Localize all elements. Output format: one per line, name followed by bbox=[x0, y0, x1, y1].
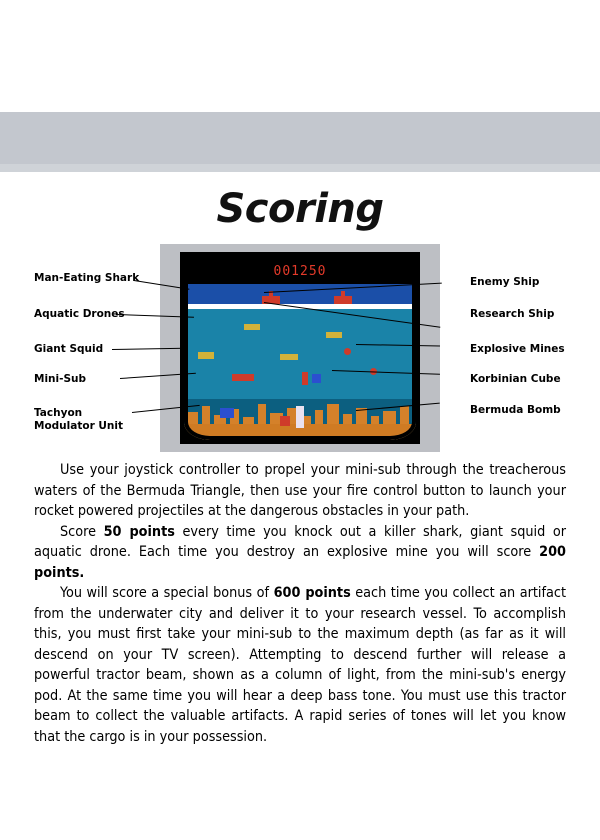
callout-aquatic-drones bbox=[34, 308, 125, 321]
sprite-tractor-beam bbox=[296, 406, 304, 428]
paragraph-1: Use your joystick controller to propel your mini-sub through the treacherous waters of the Bermuda Triangle, then use your fire control button to launch your rocket powered projectiles at the dangerous obstacles in your path. bbox=[34, 462, 566, 519]
callout-explosive-mines bbox=[470, 343, 565, 356]
callout-label: Research Ship bbox=[470, 308, 555, 320]
sprite-tachyon-modulator-unit bbox=[220, 408, 234, 418]
scan-band bbox=[0, 112, 600, 164]
page-title: Scoring bbox=[216, 186, 384, 232]
sprite-research-ship-mast bbox=[341, 291, 345, 296]
sprite-mini-sub bbox=[232, 374, 254, 381]
callout-label: Aquatic Drones bbox=[34, 308, 125, 320]
paragraph-2: Score 50 points every time you knock out a killer shark, giant squid or aquatic drone. Each time you destroy an explosive mine you will score 200 points. bbox=[34, 523, 567, 581]
callout-bermuda-bomb bbox=[470, 404, 561, 417]
callout-label: Bermuda Bomb bbox=[470, 404, 561, 416]
callout-label: Enemy Ship bbox=[470, 276, 540, 288]
sprite-korbinian-cube bbox=[312, 374, 321, 383]
sprite-giant-squid bbox=[198, 352, 214, 359]
leader-line-squid bbox=[112, 348, 184, 350]
crt-display bbox=[184, 256, 416, 440]
sky-region bbox=[184, 284, 416, 304]
callout-research-ship bbox=[470, 308, 554, 321]
sprite-man-eating-shark bbox=[280, 354, 298, 360]
sprite-aquatic-drone-2 bbox=[326, 332, 342, 338]
callout-mini-sub bbox=[34, 373, 86, 386]
sprite-explosive-mine-1 bbox=[344, 348, 351, 355]
tv-screen bbox=[180, 252, 420, 444]
callout-giant-squid bbox=[34, 343, 103, 356]
callout-label: Korbinian Cube bbox=[470, 373, 561, 385]
sprite-bermuda-bomb bbox=[302, 372, 308, 385]
callout-label: Tachyon Modulator Unit bbox=[34, 407, 124, 433]
game-screenshot-figure bbox=[160, 244, 440, 452]
callout-tachyon-modulator-unit bbox=[34, 407, 146, 433]
callout-label: Giant Squid bbox=[34, 343, 104, 355]
callout-man-eating-shark bbox=[34, 272, 139, 285]
callout-enemy-ship bbox=[470, 276, 539, 289]
callout-label: Mini-Sub bbox=[34, 373, 87, 385]
callout-korbinian-cube bbox=[470, 373, 561, 386]
sprite-aquatic-drone-1 bbox=[244, 324, 260, 330]
body-copy bbox=[34, 460, 566, 747]
sprite-artifact bbox=[280, 416, 290, 426]
sprite-research-ship bbox=[334, 296, 352, 304]
water-region bbox=[184, 309, 416, 413]
score-readout: 001250 bbox=[273, 264, 327, 279]
scan-band-lower bbox=[0, 164, 600, 172]
paragraph-3: You will score a special bonus of 600 points each time you collect an artifact from the underwater city and deliver it to your research vessel. To accomplish this, you must first take your mini-sub to the maximum depth (as far as it will descend on your TV screen). Attempting to descend further will release a powerful tractor beam, shown as a column of light, from the mini-sub's energy pod. At the same time you will hear a deep bass tone. You must use this tractor beam to collect the valuable artifacts. A rapid series of tones will let you know that the cargo is in your possession. bbox=[34, 585, 566, 745]
callout-label: Man-Eating Shark bbox=[34, 272, 140, 284]
callout-label: Explosive Mines bbox=[470, 343, 565, 355]
